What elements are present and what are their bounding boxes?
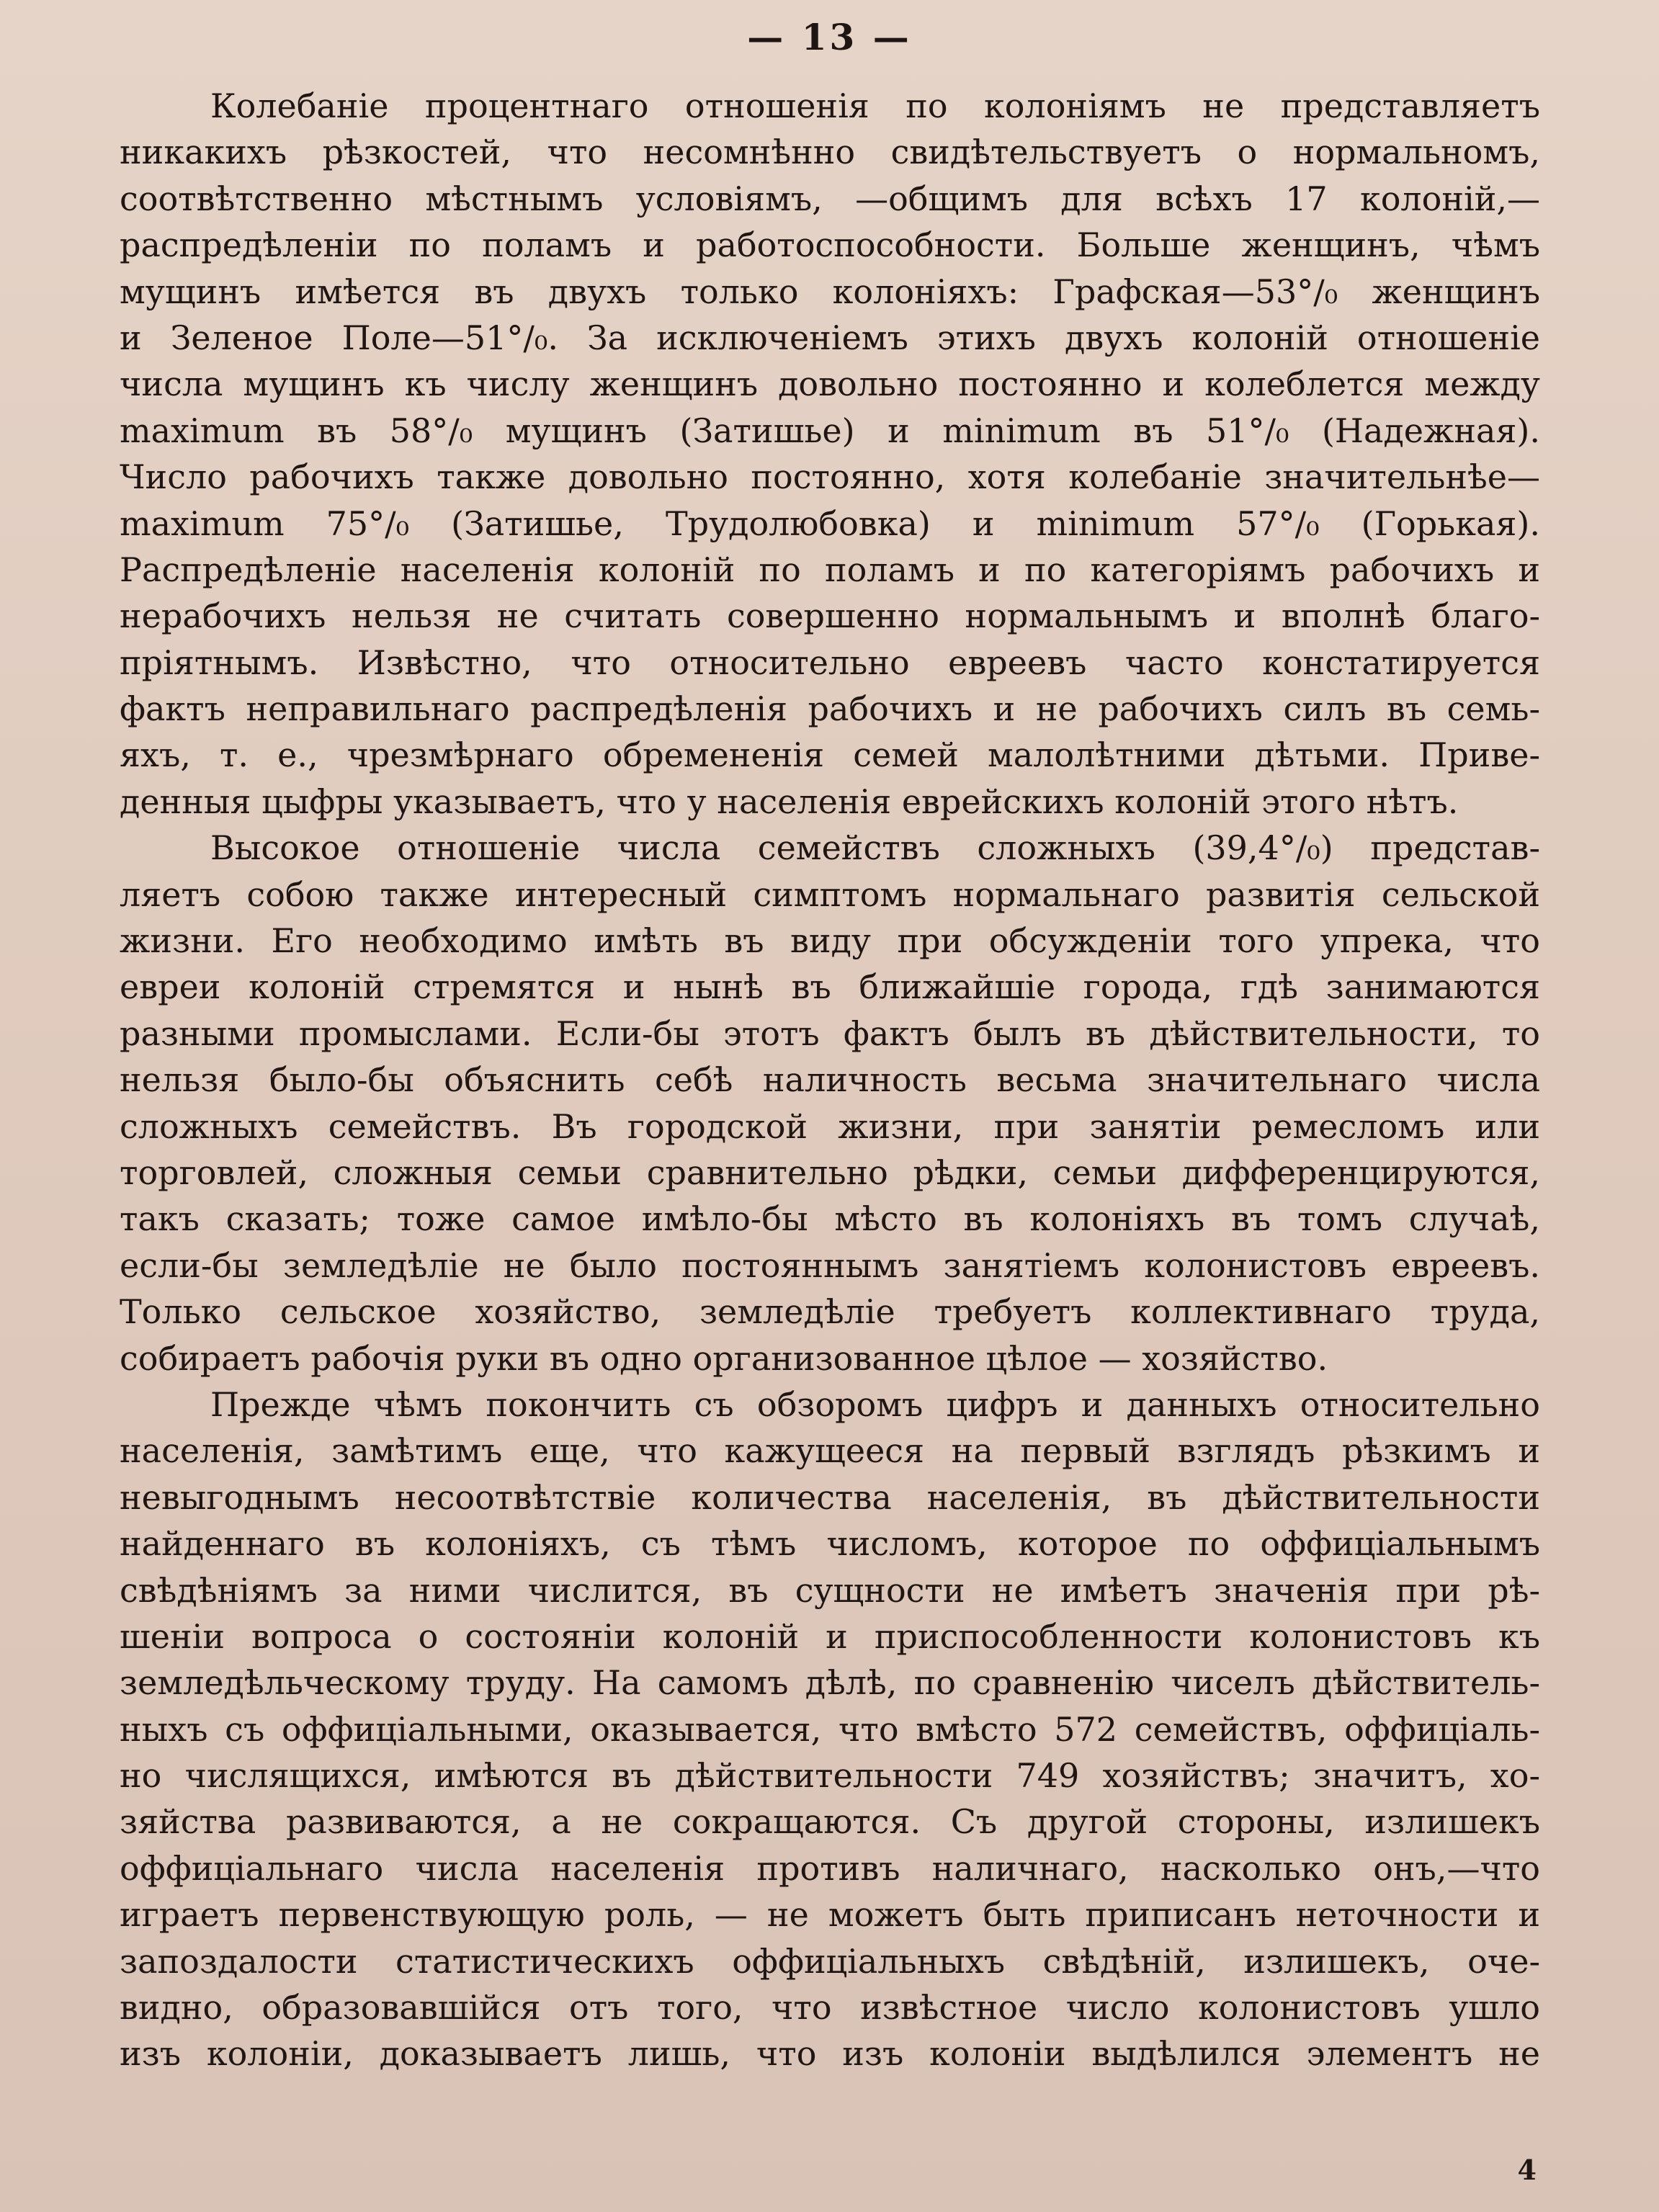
text-line: но числящихся, имѣются въ дѣйствительности 749 хозяйствъ; значитъ, хо- [120, 1756, 1540, 1796]
text-line: ляетъ собою также интересный симптомъ нормальнаго развитія сельской [120, 874, 1540, 914]
text-line: найденнаго въ колоніяхъ, съ тѣмъ числомъ, которое по оффиціальнымъ [120, 1524, 1540, 1564]
text-line: шеніи вопроса о состояніи колоній и приспособленности колонистовъ къ [120, 1616, 1540, 1656]
paragraph-3 [120, 1382, 1540, 2077]
signature-mark: 4 [1517, 2154, 1537, 2186]
text-line: мущинъ имѣется въ двухъ только колоніяхъ: Графская—53°/₀ женщинъ [120, 272, 1540, 311]
text-line: такъ сказать; тоже самое имѣло-бы мѣсто въ колоніяхъ въ томъ случаѣ, [120, 1199, 1540, 1239]
text-line: Распредѣленіе населенія колоній по поламъ и по категоріямъ рабочихъ и [120, 550, 1540, 589]
text-line: и Зеленое Поле—51°/₀. За исключеніемъ этихъ двухъ колоній отношеніе [120, 318, 1540, 357]
text-line: нерабочихъ нельзя не считать совершенно нормальнымъ и вполнѣ благо- [120, 596, 1540, 636]
text-line: распредѣленіи по поламъ и работоспособности. Больше женщинъ, чѣмъ [120, 225, 1540, 265]
text-line: евреи колоній стремятся и нынѣ въ ближайшіе города, гдѣ занимаются [120, 967, 1540, 1007]
text-line: земледѣльческому труду. На самомъ дѣлѣ, по сравненію чиселъ дѣйствитель- [120, 1663, 1540, 1703]
text-line: Только сельское хозяйство, земледѣліе требуетъ коллективнаго труда, [120, 1292, 1540, 1332]
text-line: невыгоднымъ несоотвѣтствіе количества населенія, въ дѣйствительности [120, 1477, 1540, 1517]
paragraph-2 [120, 825, 1540, 1382]
text-line: яхъ, т. е., чрезмѣрнаго обремененія семей малолѣтними дѣтьми. Приве- [120, 735, 1540, 775]
text-line: числа мущинъ къ числу женщинъ довольно постоянно и колеблется между [120, 364, 1540, 404]
text-line: зяйства развиваются, а не сокращаются. Съ другой стороны, излишекъ [120, 1802, 1540, 1842]
text-line: maximum 75°/₀ (Затишье, Трудолюбовка) и minimum 57°/₀ (Горькая). [120, 503, 1540, 543]
text-line: ныхъ съ оффиціальными, оказывается, что вмѣсто 572 семействъ, оффиціаль- [120, 1709, 1540, 1749]
text-line: пріятнымъ. Извѣстно, что относительно евреевъ часто констатируется [120, 642, 1540, 682]
text-line: изъ колоніи, доказываетъ лишь, что изъ колоніи выдѣлился элементъ не [120, 2034, 1540, 2074]
text-line: собираетъ рабочія руки въ одно организованное цѣлое — хозяйство. [120, 1338, 1328, 1378]
text-line: сложныхъ семействъ. Въ городской жизни, при занятіи ремесломъ или [120, 1106, 1540, 1146]
text-line: денныя цыфры указываетъ, что у населенія еврейскихъ колоній этого нѣтъ. [120, 782, 1459, 821]
text-line: Число рабочихъ также довольно постоянно, хотя колебаніе значительнѣе— [120, 457, 1540, 497]
text-line: maximum въ 58°/₀ мущинъ (Затишье) и minimum въ 51°/₀ (Надежная). [120, 411, 1540, 450]
text-line: нельзя было-бы объяснить себѣ наличность весьма значительнаго числа [120, 1060, 1540, 1100]
text-line: свѣдѣніямъ за ними числится, въ сущности не имѣетъ значенія при рѣ- [120, 1570, 1540, 1610]
text-line: если-бы земледѣліе не было постояннымъ занятіемъ колонистовъ евреевъ. [120, 1245, 1540, 1285]
text-line: разными промыслами. Если-бы этотъ фактъ былъ въ дѣйствительности, то [120, 1013, 1540, 1053]
text-line: жизни. Его необходимо имѣть въ виду при обсужденіи того упрека, что [120, 921, 1540, 961]
text-line: Высокое отношеніе числа семействъ сложныхъ (39,4°/₀) представ- [210, 828, 1540, 868]
text-line: оффиціальнаго числа населенія противъ наличнаго, насколько онъ,—что [120, 1848, 1540, 1888]
text-line: Колебаніе процентнаго отношенія по колоніямъ не представляетъ [210, 86, 1540, 125]
text-line: играетъ первенствующую роль, — не можетъ быть приписанъ неточности и [120, 1895, 1540, 1935]
paragraph-1 [120, 83, 1540, 825]
text-line: Прежде чѣмъ покончить съ обзоромъ цифръ и данныхъ относительно [210, 1384, 1540, 1424]
text-line: никакихъ рѣзкостей, что несомнѣнно свидѣтельствуетъ о нормальномъ, [120, 133, 1540, 172]
text-line: торговлей, сложныя семьи сравнительно рѣдки, семьи дифференцируются, [120, 1152, 1540, 1192]
text-line: соотвѣтственно мѣстнымъ условіямъ, —общимъ для всѣхъ 17 колоній,— [120, 179, 1540, 218]
body-text [120, 83, 1540, 2077]
text-line: запоздалости статистическихъ оффиціальныхъ свѣдѣній, излишекъ, оче- [120, 1941, 1540, 1981]
text-line: населенія, замѣтимъ еще, что кажущееся на первый взглядъ рѣзкимъ и [120, 1431, 1540, 1471]
page-number: — 13 — [747, 16, 912, 58]
text-line: фактъ неправильнаго распредѣленія рабочихъ и не рабочихъ силъ въ семь- [120, 689, 1540, 729]
text-line: видно, образовавшійся отъ того, что извѣстное число колонистовъ ушло [120, 1988, 1540, 2028]
